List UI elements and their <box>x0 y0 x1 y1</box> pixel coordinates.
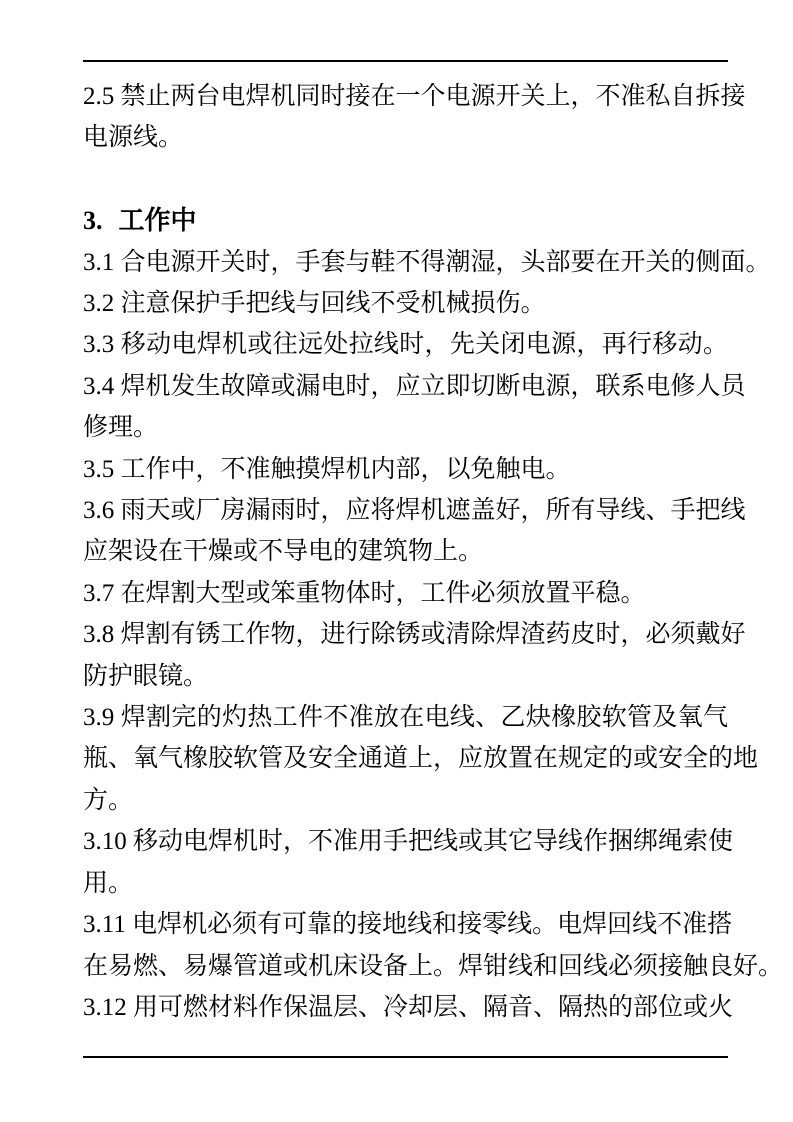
text-line: 防护眼镜。 <box>83 662 209 690</box>
paragraph-3-1 <box>83 242 771 283</box>
paragraph-3-10 <box>83 821 734 904</box>
text-line: 修理。 <box>83 414 159 442</box>
section-number: 3. <box>83 206 103 236</box>
paragraph-3-11 <box>83 904 784 987</box>
paragraph-3-2 <box>83 283 728 324</box>
text-line: 瓶、氧气橡胶软管及安全通道上，应放置在规定的或安全的地 <box>83 745 759 773</box>
text-line: 3.2 注意保护手把线与回线不受机械损伤。 <box>83 290 546 318</box>
text-line: 3.11 电焊机必须有可靠的接地线和接零线。电焊回线不准搭 <box>83 911 733 939</box>
text-line: 应架设在干燥或不导电的建筑物上。 <box>83 538 484 566</box>
text-line: 3.12 用可燃材料作保温层、冷却层、隔音、隔热的部位或火 <box>83 993 734 1021</box>
paragraph-3-5 <box>83 449 728 490</box>
paragraph-3-8 <box>83 614 746 697</box>
header-rule <box>83 60 728 62</box>
text-line: 在易燃、易爆管道或机床设备上。焊钳线和回线必须接触良好。 <box>83 952 784 980</box>
section-heading-3 <box>83 200 728 241</box>
text-line: 3.7 在焊割大型或笨重物体时，工件必须放置平稳。 <box>83 579 646 607</box>
paragraph-3-4 <box>83 366 746 449</box>
text-line: 3.6 雨天或厂房漏雨时，应将焊机遮盖好，所有导线、手把线 <box>83 497 746 525</box>
text-line: 方。 <box>83 786 134 814</box>
paragraph-3-6 <box>83 490 746 573</box>
paragraph-3-9 <box>83 697 759 821</box>
text-line: 3.9 焊割完的灼热工件不准放在电线、乙炔橡胶软管及氧气 <box>83 704 728 732</box>
footer-rule <box>83 1056 728 1058</box>
text-line: 电源线。 <box>83 124 184 152</box>
text-line: 3.1 合电源开关时，手套与鞋不得潮湿，头部要在开关的侧面。 <box>83 248 771 276</box>
text-line: 用。 <box>83 869 134 897</box>
paragraph-3-7 <box>83 573 728 614</box>
section-title: 工作中 <box>118 206 197 236</box>
text-line: 3.8 焊割有锈工作物，进行除锈或清除焊渣药皮时，必须戴好 <box>83 621 746 649</box>
text-line: 3.4 焊机发生故障或漏电时，应立即切断电源，联系电修人员 <box>83 372 746 400</box>
text-line: 3.10 移动电焊机时，不准用手把线或其它导线作捆绑绳索使 <box>83 828 734 856</box>
text-line: 2.5 禁止两台电焊机同时接在一个电源开关上，不准私自拆接 <box>83 83 746 110</box>
text-line: 3.3 移动电焊机或往远处拉线时，先关闭电源，再行移动。 <box>83 331 728 359</box>
text-line: 3.5 工作中，不准触摸焊机内部，以免触电。 <box>83 455 571 483</box>
paragraph-2-5 <box>83 76 746 159</box>
document-body <box>83 76 784 1028</box>
paragraph-3-3 <box>83 324 728 365</box>
blank-line <box>83 159 728 200</box>
paragraph-3-12 <box>83 987 734 1028</box>
